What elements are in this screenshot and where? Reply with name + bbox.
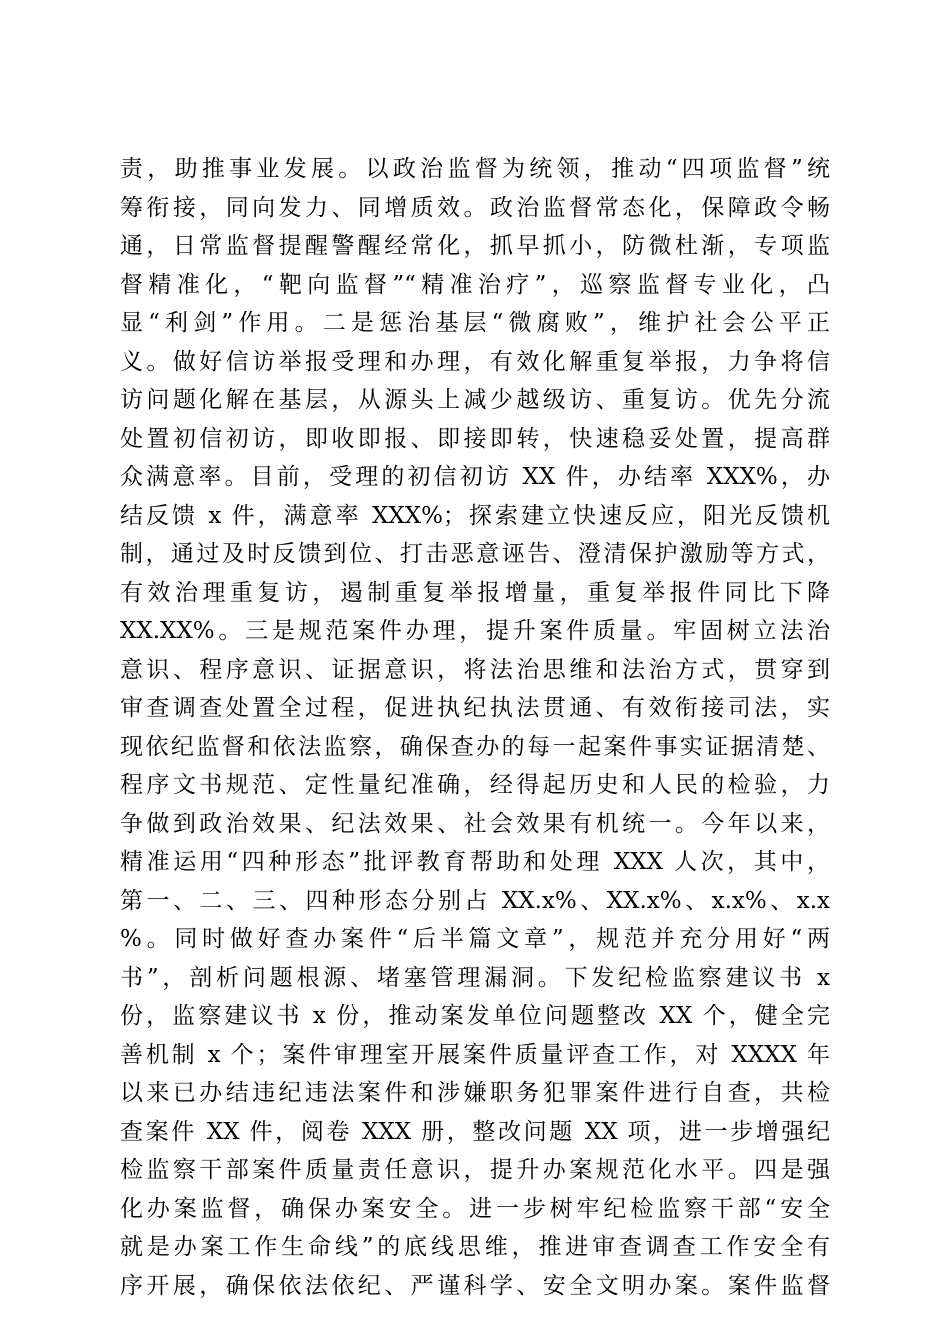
text-line: 争做到政治效果、纪法效果、社会效果有机统一。今年以来， bbox=[120, 810, 830, 837]
text-line: 检监察干部案件质量责任意识，提升办案规范化水平。四是强 bbox=[120, 1157, 830, 1183]
text-line: 筹衔接，同向发力、同增质效。政治监督常态化，保障政令畅 bbox=[120, 194, 830, 221]
text-line: 众满意率。目前，受理的初信初访 XX 件，办结率 XXX%，办 bbox=[120, 464, 830, 490]
text-line: 结反馈 x 件，满意率 XXX%；探索建立快速反应，阳光反馈机 bbox=[120, 502, 830, 529]
text-line: 查案件 XX 件，阅卷 XXX 册，整改问题 XX 项，进一步增强纪 bbox=[120, 1118, 830, 1145]
text-line: 化办案监督，确保办案安全。进一步树牢纪检监察干部“安全 bbox=[120, 1195, 830, 1222]
text-line: 义。做好信访举报受理和办理，有效化解重复举报，力争将信 bbox=[120, 348, 830, 375]
text-line: 显“利剑”作用。二是惩治基层“微腐败”，维护社会公平正 bbox=[120, 310, 830, 336]
text-line: 第一、二、三、四种形态分别占 XX.x%、XX.x%、x.x%、x.x bbox=[120, 887, 830, 914]
text-line: 精准运用“四种形态”批评教育帮助和处理 XXX 人次，其中， bbox=[120, 849, 830, 875]
text-line: 访问题化解在基层，从源头上减少越级访、重复访。优先分流 bbox=[120, 387, 830, 413]
text-line: 善机制 x 个；案件审理室开展案件质量评查工作，对 XXXX 年 bbox=[120, 1041, 830, 1068]
text-line: 有效治理重复访，遏制重复举报增量，重复举报件同比下降 bbox=[120, 579, 830, 606]
text-line: 制，通过及时反馈到位、打击恶意诬告、澄清保护激励等方式， bbox=[120, 541, 830, 567]
text-line: 督精准化，“靶向监督”“精准治疗”，巡察监督专业化，凸 bbox=[120, 271, 830, 298]
text-line: 意识、程序意识、证据意识，将法治思维和法治方式，贯穿到 bbox=[120, 656, 830, 683]
text-line: 以来已办结违纪违法案件和涉嫌职务犯罪案件进行自查，共检 bbox=[120, 1080, 830, 1106]
text-line: 审查调查处置全过程，促进执纪执法贯通、有效衔接司法，实 bbox=[120, 695, 830, 721]
text-line: 现依纪监督和依法监察，确保查办的每一起案件事实证据清楚、 bbox=[120, 733, 830, 760]
text-line: 书”，剖析问题根源、堵塞管理漏洞。下发纪检监察建议书 x bbox=[120, 964, 830, 991]
text-line: 责，助推事业发展。以政治监督为统领，推动“四项监督”统 bbox=[120, 156, 830, 182]
text-line: 通，日常监督提醒警醒经常化，抓早抓小，防微杜渐，专项监 bbox=[120, 233, 830, 259]
text-line: XX.XX%。三是规范案件办理，提升案件质量。牢固树立法治 bbox=[120, 618, 830, 644]
text-line: 序开展，确保依法依纪、严谨科学、安全文明办案。案件监督 bbox=[120, 1272, 830, 1299]
text-line: 程序文书规范、定性量纪准确，经得起历史和人民的检验，力 bbox=[120, 772, 830, 798]
text-line: %。同时做好查办案件“后半篇文章”，规范并充分用好“两 bbox=[120, 926, 830, 952]
body-paragraph bbox=[120, 150, 830, 1305]
text-line: 就是办案工作生命线”的底线思维，推进审查调查工作安全有 bbox=[120, 1234, 830, 1260]
text-line: 处置初信初访，即收即报、即接即转，快速稳妥处置，提高群 bbox=[120, 425, 830, 452]
text-line: 份，监察建议书 x 份，推动案发单位问题整改 XX 个，健全完 bbox=[120, 1003, 830, 1029]
